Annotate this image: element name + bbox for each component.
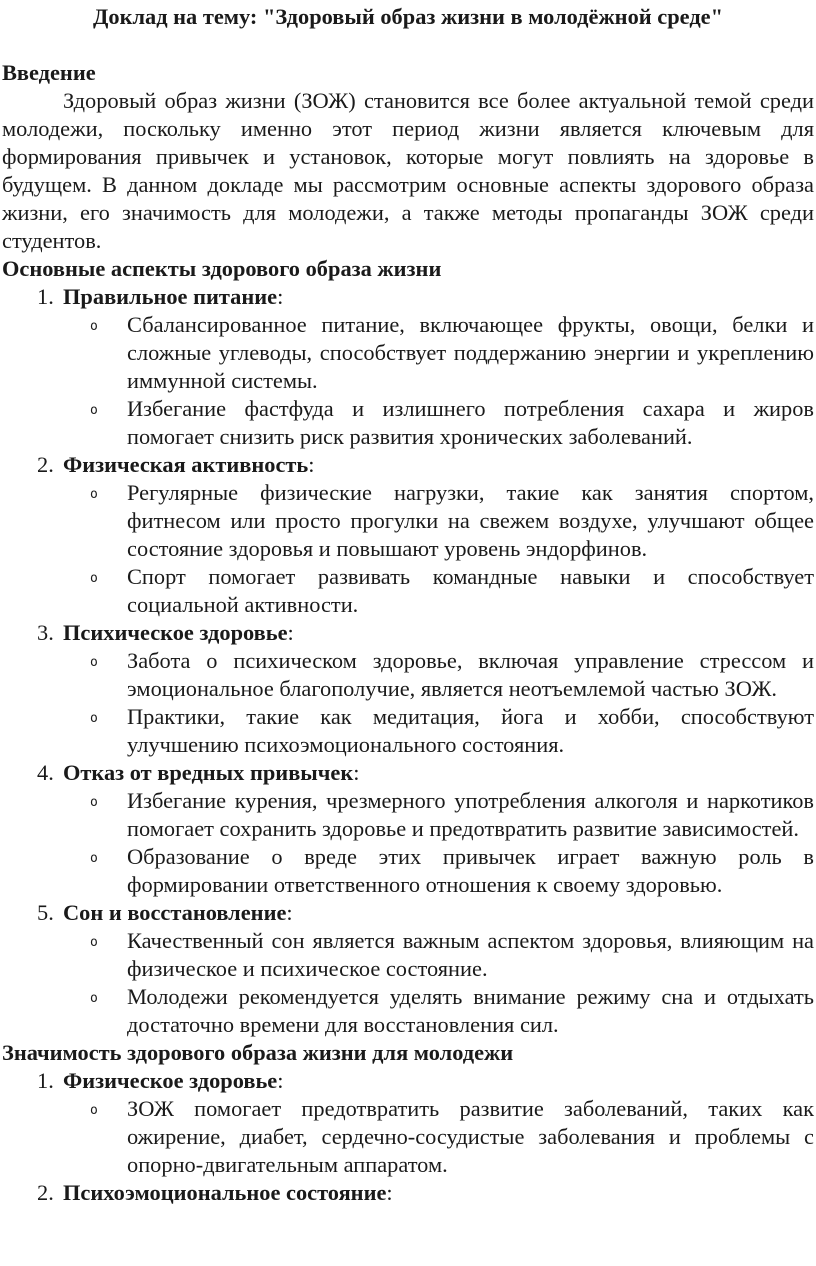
item-title-colon: : bbox=[286, 900, 293, 925]
bullet-circle-icon: o bbox=[90, 795, 98, 810]
item-title: Отказ от вредных привычек bbox=[63, 760, 354, 785]
bullet-list bbox=[63, 479, 814, 619]
list-item bbox=[2, 1179, 814, 1207]
bullet-list bbox=[63, 927, 814, 1039]
item-title: Физическое здоровье bbox=[63, 1068, 278, 1093]
bullet-list bbox=[63, 787, 814, 899]
bullet-item bbox=[63, 1095, 814, 1179]
bullet-text: Спорт помогает развивать командные навыки и способствует социальной активности. bbox=[127, 564, 814, 617]
bullet-circle-icon: o bbox=[90, 571, 98, 586]
bullet-text: Забота о психическом здоровье, включая управление стрессом и эмоциональное благополучие, является неотъемлемой частью ЗОЖ. bbox=[127, 648, 814, 701]
bullet-text: Сбалансированное питание, включающее фрукты, овощи, белки и сложные углеводы, способствует поддержанию энергии и укреплению иммунной системы. bbox=[127, 312, 814, 393]
item-title-colon: : bbox=[277, 1068, 284, 1093]
aspects-heading: Основные аспекты здорового образа жизни bbox=[2, 256, 442, 281]
item-title-colon: : bbox=[287, 620, 294, 645]
bullet-text: Избегание курения, чрезмерного употребления алкоголя и наркотиков помогает сохранить здоровье и предотвратить развитие зависимостей. bbox=[127, 788, 814, 841]
list-item bbox=[2, 899, 814, 1039]
item-title-colon: : bbox=[353, 760, 360, 785]
bullet-text: Качественный сон является важным аспектом здоровья, влияющим на физическое и психическое состояние. bbox=[127, 928, 814, 981]
bullet-item bbox=[63, 843, 814, 899]
item-number: 3. bbox=[37, 620, 54, 645]
document-title: Доклад на тему: "Здоровый образ жизни в молодёжной среде" bbox=[92, 4, 724, 29]
spacer bbox=[2, 31, 814, 59]
bullet-item bbox=[63, 787, 814, 843]
item-number: 2. bbox=[37, 452, 54, 477]
bullet-item bbox=[63, 479, 814, 563]
item-number: 1. bbox=[37, 1068, 54, 1093]
bullet-circle-icon: o bbox=[90, 403, 98, 418]
bullet-list bbox=[63, 647, 814, 759]
bullet-text: Регулярные физические нагрузки, такие как занятия спортом, фитнесом или просто прогулки на свежем воздухе, улучшают общее состояние здоровья и повышают уровень эндорфинов. bbox=[127, 480, 814, 561]
item-number: 1. bbox=[37, 284, 54, 309]
bullet-text: ЗОЖ помогает предотвратить развитие заболеваний, таких как ожирение, диабет, сердечно-сосудистые заболевания и проблемы с опорно-двигательным аппаратом. bbox=[127, 1096, 814, 1177]
bullet-text: Молодежи рекомендуется уделять внимание режиму сна и отдыхать достаточно времени для восстановления сил. bbox=[127, 984, 814, 1037]
bullet-circle-icon: o bbox=[90, 935, 98, 950]
item-title-colon: : bbox=[386, 1180, 393, 1205]
bullet-text: Образование о вреде этих привычек играет важную роль в формировании ответственного отношения к своему здоровью. bbox=[127, 844, 814, 897]
item-number: 4. bbox=[37, 760, 54, 785]
intro-paragraph: Здоровый образ жизни (ЗОЖ) становится все более актуальной темой среди молодежи, поскольку именно этот период жизни является ключевым для формирования привычек и установок, которые могут повлиять на здоровье в будущем. В данном докладе мы рассмотрим основные аспекты здорового образа жизни, его значимость для молодежи, а также методы пропаганды ЗОЖ среди студентов. bbox=[2, 88, 814, 253]
bullet-circle-icon: o bbox=[90, 655, 98, 670]
item-title: Психическое здоровье bbox=[63, 620, 288, 645]
bullet-item bbox=[63, 983, 814, 1039]
item-title: Сон и восстановление bbox=[63, 900, 287, 925]
item-title-colon: : bbox=[277, 284, 284, 309]
bullet-text: Избегание фастфуда и излишнего потребления сахара и жиров помогает снизить риск развития хронических заболеваний. bbox=[127, 396, 814, 449]
aspects-list bbox=[2, 283, 814, 1039]
significance-list bbox=[2, 1067, 814, 1207]
list-item bbox=[2, 759, 814, 899]
bullet-list bbox=[63, 311, 814, 451]
item-title: Физическая активность bbox=[63, 452, 309, 477]
bullet-item bbox=[63, 647, 814, 703]
significance-heading: Значимость здорового образа жизни для молодежи bbox=[2, 1040, 514, 1065]
bullet-circle-icon: o bbox=[90, 991, 98, 1006]
item-title-colon: : bbox=[308, 452, 315, 477]
item-title: Правильное питание bbox=[63, 284, 278, 309]
bullet-text: Практики, такие как медитация, йога и хобби, способствуют улучшению психоэмоционального состояния. bbox=[127, 704, 814, 757]
bullet-circle-icon: o bbox=[90, 711, 98, 726]
bullet-list bbox=[63, 1095, 814, 1179]
item-title: Психоэмоциональное состояние bbox=[63, 1180, 387, 1205]
item-number: 2. bbox=[37, 1180, 54, 1205]
bullet-circle-icon: o bbox=[90, 1103, 98, 1118]
bullet-item bbox=[63, 703, 814, 759]
bullet-circle-icon: o bbox=[90, 851, 98, 866]
list-item bbox=[2, 283, 814, 451]
list-item bbox=[2, 1067, 814, 1179]
bullet-item bbox=[63, 311, 814, 395]
bullet-circle-icon: o bbox=[90, 319, 98, 334]
bullet-item bbox=[63, 395, 814, 451]
list-item bbox=[2, 619, 814, 759]
list-item bbox=[2, 451, 814, 619]
bullet-item bbox=[63, 563, 814, 619]
item-number: 5. bbox=[37, 900, 54, 925]
bullet-item bbox=[63, 927, 814, 983]
intro-heading: Введение bbox=[2, 60, 96, 85]
bullet-circle-icon: o bbox=[90, 487, 98, 502]
